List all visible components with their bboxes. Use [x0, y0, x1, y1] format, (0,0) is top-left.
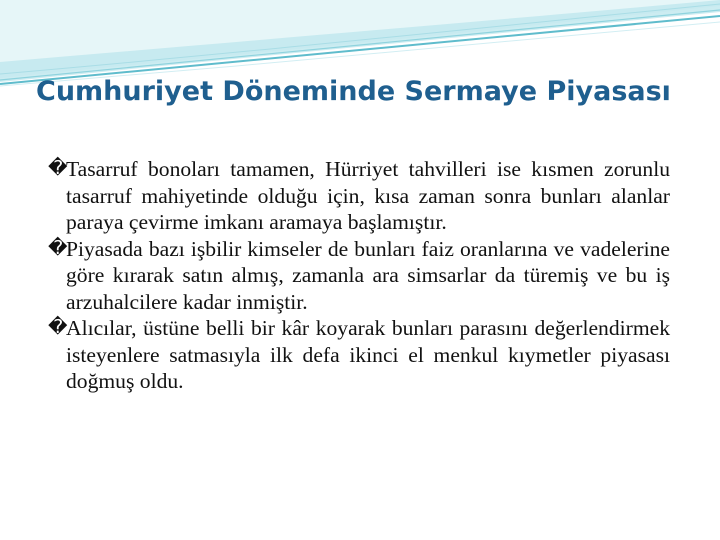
bullet-list [48, 156, 670, 395]
slide-title: Cumhuriyet Döneminde Sermaye Piyasası [36, 76, 671, 107]
bullet-text: Piyasada bazı işbilir kimseler de bunları faiz oranlarına ve vadelerine göre kırarak satın almış, zamanla ara simsarlar da türemiş ve bu iş arzuhalcilere kadar inmiştir. [66, 236, 670, 314]
bullet-item [48, 156, 670, 236]
bullet-marker-icon: � [48, 317, 68, 338]
bullet-item [48, 315, 670, 395]
bullet-text: Tasarruf bonoları tamamen, Hürriyet tahvilleri ise kısmen zorunlu tasarruf mahiyetinde olduğu için, kısa zaman sonra bunları alanlar paraya çevirme imkanı aramaya başlamıştır. [66, 157, 670, 234]
bullet-marker-icon: � [48, 237, 68, 259]
bullet-item [48, 236, 670, 316]
bullet-text: Alıcılar, üstüne belli bir kâr koyarak bunları parasını değerlendirmek isteyenlere satmasıyla ilk defa ikinci el menkul kıymetler piyasası doğmuş oldu. [66, 316, 670, 393]
bullet-marker-icon: � [48, 158, 68, 179]
